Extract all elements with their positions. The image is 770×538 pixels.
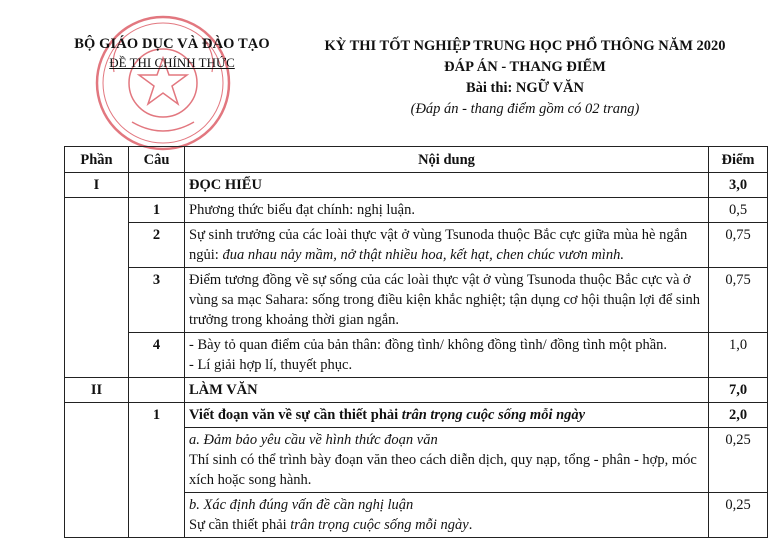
- answer-text-italic: đua nhau nảy mầm, nở thật nhiều hoa, kết hạt, chen chúc vươn mình.: [222, 247, 624, 263]
- task-title-plain: Viết đoạn văn về sự cần thiết phải: [189, 407, 402, 423]
- question-number: 3: [129, 268, 185, 333]
- section-title: LÀM VĂN: [185, 378, 709, 403]
- official-exam-label: ĐỀ THI CHÍNH THỨC: [109, 55, 235, 70]
- criterion-text-plain: Sự cần thiết phải: [189, 517, 291, 533]
- section-row-writing: [65, 378, 768, 403]
- answer-score: 0,5: [709, 198, 768, 223]
- task-title: [185, 403, 709, 428]
- answer-score: 0,75: [709, 268, 768, 333]
- task-title-italic: trân trọng cuộc sống mỗi ngày: [401, 407, 586, 423]
- answer-text-plain: Sự sinh trưởng của các loài thực vật ở vùng Tsunoda thuộc Bắc cực giữa mùa hè ngắn ngủi:: [189, 227, 688, 263]
- header-part: Phần: [65, 147, 129, 173]
- criterion-text: [189, 515, 704, 535]
- criterion-b: [185, 493, 709, 538]
- header-score: Điểm: [709, 147, 768, 173]
- header-question: Câu: [129, 147, 185, 173]
- answer-text: [185, 333, 709, 378]
- answer-table: [64, 146, 768, 538]
- criterion-heading: b. Xác định đúng vấn đề cần nghị luận: [189, 497, 414, 513]
- section-part-number: I: [65, 173, 129, 198]
- answer-score: 1,0: [709, 333, 768, 378]
- criterion-score: 0,25: [709, 493, 768, 538]
- ministry-name: BỘ GIÁO DỤC VÀ ĐÀO TẠO: [74, 36, 270, 52]
- table-row: [65, 198, 768, 223]
- criterion-a: [185, 428, 709, 493]
- answer-text: Điểm tương đồng về sự sống của các loài thực vật ở vùng Tsunoda thuộc Bắc cực và ở vùng sa mạc Sahara: sống trong điều kiện khắc nghiệt; tận dụng cơ hội thuận lợi để sinh trưởng trong khoảng thời gian ngắn.: [185, 268, 709, 333]
- header-right: [290, 36, 760, 120]
- section-score: 3,0: [709, 173, 768, 198]
- official-seal-stamp: [92, 12, 234, 154]
- section-title: ĐỌC HIỂU: [185, 173, 709, 198]
- answer-text: Phương thức biểu đạt chính: nghị luận.: [185, 198, 709, 223]
- exam-title: KỲ THI TỐT NGHIỆP TRUNG HỌC PHỔ THÔNG NĂM 2020: [324, 38, 726, 54]
- table-header-row: [65, 147, 768, 173]
- question-number: 1: [129, 198, 185, 223]
- question-number: 4: [129, 333, 185, 378]
- answer-line: - Lí giải hợp lí, thuyết phục.: [189, 357, 353, 373]
- criterion-heading: a. Đảm bảo yêu cầu về hình thức đoạn văn: [189, 432, 438, 448]
- task-score: 2,0: [709, 403, 768, 428]
- question-number: 1: [129, 403, 185, 538]
- answer-score: 0,75: [709, 223, 768, 268]
- section-part-number: II: [65, 378, 129, 403]
- page-note: (Đáp án - thang điểm gồm có 02 trang): [410, 101, 640, 117]
- answer-title: ĐÁP ÁN - THANG ĐIỂM: [444, 59, 606, 75]
- table-row: [65, 403, 768, 428]
- answer-text: [185, 223, 709, 268]
- criterion-text: Thí sinh có thể trình bày đoạn văn theo cách diễn dịch, quy nạp, tổng - phân - hợp, móc xích hoặc song hành.: [189, 452, 697, 488]
- criterion-score: 0,25: [709, 428, 768, 493]
- section-score: 7,0: [709, 378, 768, 403]
- header-left: [62, 36, 282, 71]
- section-row-reading: [65, 173, 768, 198]
- criterion-text-italic: trân trọng cuộc sống mỗi ngày: [290, 517, 469, 533]
- question-number: 2: [129, 223, 185, 268]
- header-content: Nội dung: [185, 147, 709, 173]
- subject-title: Bài thi: NGỮ VĂN: [465, 80, 585, 96]
- table-row: [65, 333, 768, 378]
- table-row: [65, 268, 768, 333]
- criterion-text-end: .: [468, 517, 473, 533]
- table-row: [65, 223, 768, 268]
- answer-line: - Bày tỏ quan điểm của bản thân: đồng tình/ không đồng tình/ đồng tình một phần.: [189, 337, 668, 353]
